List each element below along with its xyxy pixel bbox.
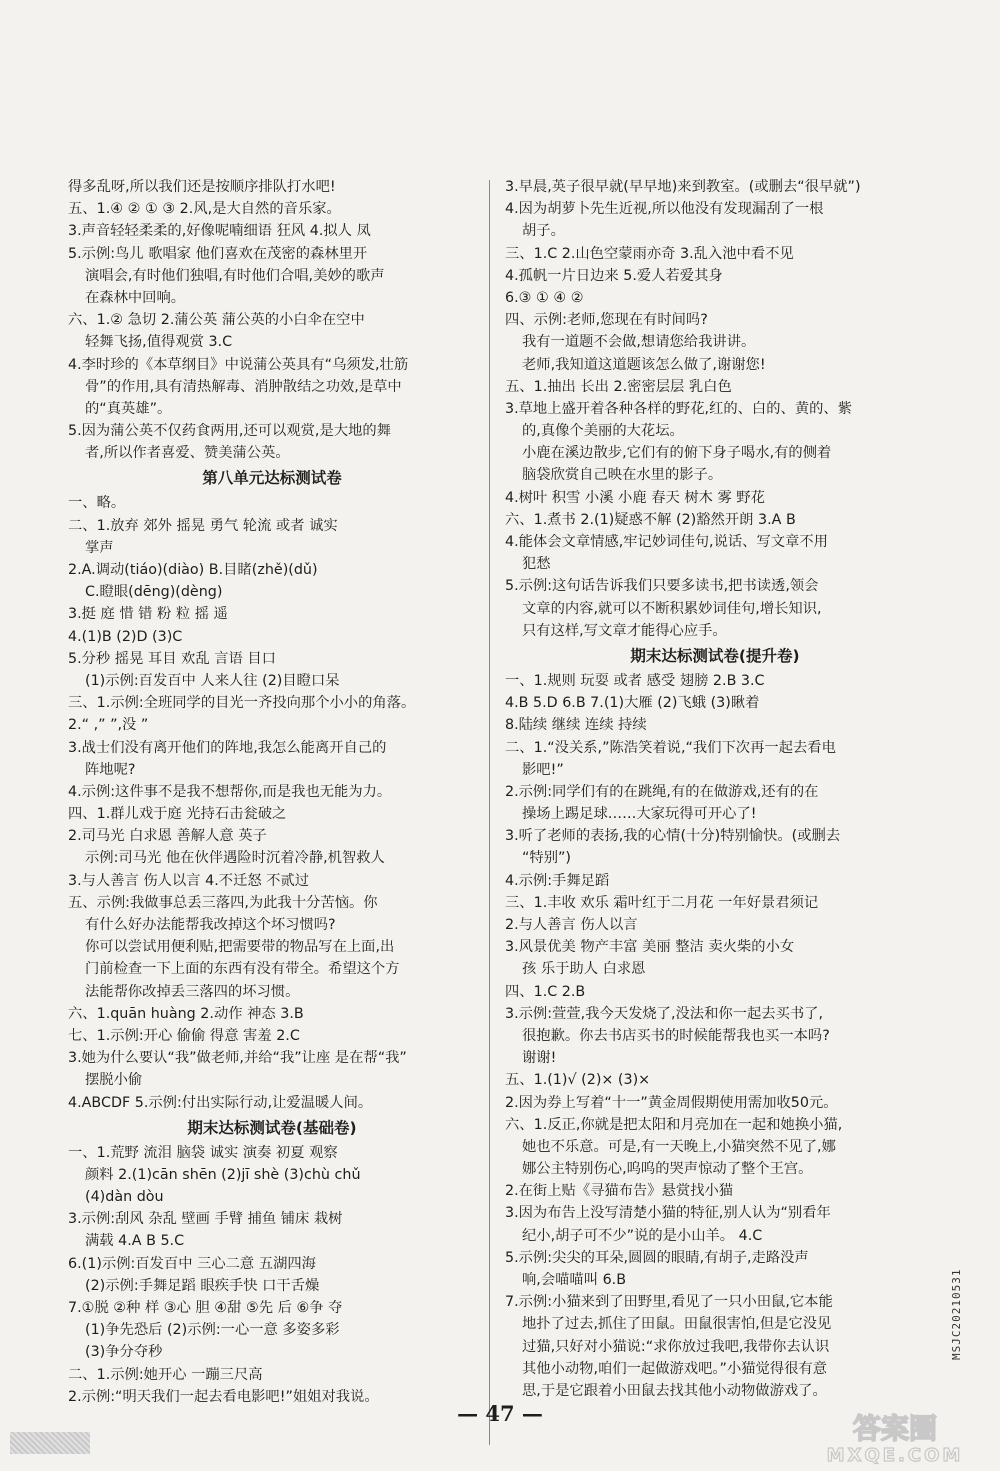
answer-line: 五、示例:我做事总丢三落四,为此我十分苦恼。你 xyxy=(68,894,378,911)
answer-line: 2.因为券上写着“十一”黄金周假期使用需加收50元。 xyxy=(505,1094,838,1111)
answer-line: 过猫,只好对小猫说:“求你放过我吧,我带你去认识 xyxy=(522,1338,830,1355)
answer-line: 只有这样,写文章才能得心应手。 xyxy=(522,622,727,639)
answer-line: 她也不乐意。可是,有一天晚上,小猫突然不见了,娜 xyxy=(522,1138,836,1155)
answer-line: 二、1.“没关系,”陈浩笑着说,“我们下次再一起去看电 xyxy=(505,739,836,756)
answer-line: 五、1.④ ② ① ③ 2.风,是大自然的音乐家。 xyxy=(68,201,341,218)
answer-line: 8.陆续 继续 连续 持续 xyxy=(505,717,647,734)
answer-line: (1)争先恐后 (2)示例:一心一意 多姿多彩 xyxy=(85,1322,340,1339)
answer-line: 一、1.规则 玩耍 或者 感受 翅膀 2.B 3.C xyxy=(505,672,765,689)
answer-line: 3.示例:刮风 杂乱 壁画 手臂 捕鱼 铺床 栽树 xyxy=(68,1211,343,1228)
answer-line: 3.声音轻轻柔柔的,好像呢喃细语 狂风 4.拟人 凤 xyxy=(68,223,371,240)
answer-line: 二、1.放弃 郊外 摇晃 勇气 轮流 或者 诚实 xyxy=(68,517,338,534)
answer-line: 四、1.C 2.B xyxy=(505,983,586,1000)
answer-line: 7.示例:小猫来到了田野里,看见了一只小田鼠,它本能 xyxy=(505,1294,833,1311)
answer-line: (2)示例:手舞足蹈 眼疾手快 口干舌燥 xyxy=(85,1277,320,1294)
answer-line: 四、示例:老师,您现在有时间吗? xyxy=(505,312,708,329)
answer-line: 五、1.抽出 长出 2.密密层层 乳白色 xyxy=(505,378,732,395)
answer-line: 2.在街上贴《寻猫布告》悬赏找小猫 xyxy=(505,1183,734,1200)
right-column xyxy=(505,176,925,1402)
answer-line: 三、1.示例:全班同学的目光一齐投向那个小小的角落。 xyxy=(68,695,416,712)
answer-line: 演唱会,有时他们独唱,有时他们合唱,美妙的歌声 xyxy=(85,267,385,284)
section-heading: 期末达标测试卷(提升卷) xyxy=(630,646,800,665)
answer-line: 三、1.丰收 欢乐 霜叶红于二月花 一年好景君须记 xyxy=(505,894,819,911)
answer-line: “特别”) xyxy=(522,850,571,867)
answer-line: 3.挺 庭 惜 错 粉 粒 摇 遥 xyxy=(68,606,228,623)
section-heading: 第八单元达标测试卷 xyxy=(202,469,342,488)
answer-line: 4.示例:这件事不是我不想帮你,而是我也无能为力。 xyxy=(68,783,392,800)
answer-line: (4)dàn dòu xyxy=(85,1189,164,1206)
answer-line: 操场上踢足球……大家玩得可开心了! xyxy=(522,806,757,823)
section-heading: 期末达标测试卷(基础卷) xyxy=(187,1118,357,1137)
answer-line: 颜料 2.(1)cān shēn (2)jī shè (3)chù chǔ xyxy=(85,1166,361,1183)
column-divider xyxy=(489,180,490,1445)
answer-line: 六、1.反正,你就是把太阳和月亮加在一起和她换小猫, xyxy=(505,1116,843,1133)
answer-line: 3.草地上盛开着各种各样的野花,红的、白的、黄的、紫 xyxy=(505,400,853,417)
answer-line: 思,于是它跟着小田鼠去找其他小动物做游戏了。 xyxy=(522,1382,827,1399)
answer-line: 4.能体会文章情感,牢记妙词佳句,说话、写文章不用 xyxy=(505,534,828,550)
answer-line: 你可以尝试用便利贴,把需要带的物品写在上面,出 xyxy=(85,939,395,956)
answer-line: 地扑了过去,抓住了田鼠。田鼠很害怕,但是它没见 xyxy=(522,1316,832,1333)
answer-line: 谢谢! xyxy=(522,1050,557,1067)
answer-line: 脑袋欣赏自己映在水里的影子。 xyxy=(522,467,723,484)
corner-watermark-block xyxy=(10,1432,90,1454)
answer-line: 4.B 5.D 6.B 7.(1)大雁 (2)飞蛾 (3)瞅着 xyxy=(505,695,760,712)
answer-line: 法能帮你改掉丢三落四的坏习惯。 xyxy=(85,983,300,1000)
answer-line: 有什么好办法能帮我改掉这个坏习惯吗? xyxy=(85,917,336,933)
answer-line: 4.树叶 积雪 小溪 小鹿 春天 树木 雾 野花 xyxy=(505,489,765,506)
answer-line: 4.孤帆一片日边来 5.爱人若爱其身 xyxy=(505,267,723,284)
answer-line: 得多乱呀,所以我们还是按顺序排队打水吧! xyxy=(68,179,336,195)
answer-line: 3.早晨,英子很早就(早早地)来到教室。(或删去“很早就”) xyxy=(505,179,861,195)
answer-line: (1)示例:百发百中 人来人往 (2)目瞪口呆 xyxy=(85,672,340,689)
answer-line: 摆脱小偷 xyxy=(85,1072,143,1089)
answer-line: 我有一道题不会做,想请您给我讲讲。 xyxy=(522,334,756,351)
answer-line: 响,会喵喵叫 6.B xyxy=(522,1272,627,1288)
answer-line: 胡子。 xyxy=(522,223,565,240)
page-number: — 47 — xyxy=(457,1401,543,1426)
answer-line: 其他小动物,咱们一起做游戏吧。”小猫觉得很有意 xyxy=(522,1360,828,1377)
answer-line: (3)争分夺秒 xyxy=(85,1344,163,1361)
answer-line: 2.示例:同学们有的在跳绳,有的在做游戏,还有的在 xyxy=(505,783,819,800)
left-column xyxy=(68,176,476,1408)
answer-line: 4.因为胡萝卜先生近视,所以他没有发现漏刮了一根 xyxy=(505,201,824,218)
answer-line: 老师,我知道这道题该怎么做了,谢谢您! xyxy=(522,356,766,373)
answer-line: C.瞪眼(dēng)(dèng) xyxy=(85,584,223,601)
answer-line: 的“真英雄”。 xyxy=(85,400,172,417)
answer-line: 一、1.荒野 流泪 脑袋 诚实 演奏 初夏 观察 xyxy=(68,1144,338,1161)
answer-line: 3.听了老师的表扬,我的心情(十分)特别愉快。(或删去 xyxy=(505,828,841,845)
answer-line: 3.她为什么要认“我”做老师,并给“我”让座 是在帮“我” xyxy=(68,1050,407,1067)
answer-line: 六、1.② 急切 2.蒲公英 蒲公英的小白伞在空中 xyxy=(68,312,365,329)
answer-line: 小鹿在溪边散步,它们有的俯下身子喝水,有的侧着 xyxy=(522,445,832,462)
answer-line: 6.③ ① ④ ② xyxy=(505,289,584,306)
answer-line: 骨”的作用,具有清热解毒、消肿散结之功效,是草中 xyxy=(85,378,402,395)
answer-line: 2.示例:“明天我们一起去看电影吧!”姐姐对我说。 xyxy=(68,1388,379,1405)
answer-line: 的,真像个美丽的大花坛。 xyxy=(522,423,684,440)
answer-line: 5.分秒 摇晃 耳目 欢乱 言语 目口 xyxy=(68,650,276,667)
answer-line: 者,所以作者喜爱、赞美蒲公英。 xyxy=(85,445,290,462)
answer-line: 5.因为蒲公英不仅药食两用,还可以观赏,是大地的舞 xyxy=(68,423,391,440)
answer-line: 4.李时珍的《本草纲目》中说蒲公英具有“乌须发,壮筋 xyxy=(68,356,409,373)
answer-line: 阵地呢? xyxy=(85,761,136,778)
answer-line: 4.ABCDF 5.示例:付出实际行动,让爱温暖人间。 xyxy=(68,1094,373,1111)
logo-title: 答案圈 xyxy=(852,1412,938,1445)
answer-line: 一、略。 xyxy=(68,495,126,512)
answer-line: 孩 乐于助人 白求恩 xyxy=(522,961,646,978)
answer-line: 二、1.示例:她开心 一蹦三尺高 xyxy=(68,1366,263,1383)
answer-line: 犯愁 xyxy=(522,556,551,573)
answer-line: 6.(1)示例:百发百中 三心二意 五湖四海 xyxy=(68,1255,316,1272)
answer-line: 很抱歉。你去书店买书的时候能帮我也买一本吗? xyxy=(522,1027,830,1044)
answer-line: 七、1.示例:开心 偷偷 得意 害羞 2.C xyxy=(68,1027,300,1044)
answer-line: 3.与人善言 伤人以言 4.不迁怒 不贰过 xyxy=(68,872,310,889)
answer-line: 六、1.quān huàng 2.动作 神态 3.B xyxy=(68,1005,304,1022)
answer-line: 示例:司马光 他在伙伴遇险时沉着冷静,机智救人 xyxy=(85,850,385,867)
answer-line: 7.①脱 ②种 样 ③心 胆 ④甜 ⑤先 后 ⑥争 夺 xyxy=(68,1300,343,1316)
answer-line: 5.示例:尖尖的耳朵,圆圆的眼睛,有胡子,走路没声 xyxy=(505,1249,809,1266)
answer-line: 2.司马光 白求恩 善解人意 英子 xyxy=(68,828,267,845)
answer-line: 2.“ ,” ”,没 ” xyxy=(68,717,149,734)
answer-line: 五、1.(1)√ (2)× (3)× xyxy=(505,1072,651,1089)
watermark-logo xyxy=(795,1408,995,1466)
answer-line: 门前检查一下上面的东西有没有带全。希望这个方 xyxy=(85,961,400,978)
answer-line: 满载 4.A B 5.C xyxy=(85,1233,185,1250)
answer-line: 5.示例:鸟儿 歌唱家 他们喜欢在茂密的森林里开 xyxy=(68,245,368,262)
side-code: MSJC20210531 xyxy=(950,1268,963,1360)
answer-line: 3.战士们没有离开他们的阵地,我怎么能离开自己的 xyxy=(68,739,387,756)
answer-line: 4.(1)B (2)D (3)C xyxy=(68,628,183,645)
answer-line: 影吧!” xyxy=(522,761,564,778)
answer-line: 六、1.煮书 2.(1)疑惑不解 (2)豁然开朗 3.A B xyxy=(505,511,796,528)
answer-line: 5.示例:这句话告诉我们只要多读书,把书读透,领会 xyxy=(505,578,819,595)
answer-line: 娜公主特别伤心,呜呜的哭声惊动了整个王宫。 xyxy=(522,1161,813,1178)
answer-line: 3.示例:萱萱,我今天发烧了,没法和你一起去买书了, xyxy=(505,1005,824,1022)
answer-line: 4.示例:手舞足蹈 xyxy=(505,872,610,889)
answer-line: 掌声 xyxy=(85,539,114,556)
answer-line: 3.风景优美 物产丰富 美丽 整洁 卖火柴的小女 xyxy=(505,939,795,956)
answer-line: 三、1.C 2.山色空蒙雨亦奇 3.乱入池中看不见 xyxy=(505,245,794,262)
answer-line: 3.因为布告上没写清楚小猫的特征,别人认为“别看年 xyxy=(505,1205,831,1222)
answer-line: 在森林中回响。 xyxy=(85,289,186,306)
answer-line: 2.与人善言 伤人以言 xyxy=(505,917,638,933)
logo-url: MXQE.COM xyxy=(826,1445,964,1466)
answer-line: 2.A.调动(tiáo)(diào) B.目睹(zhě)(dǔ) xyxy=(68,562,318,578)
answer-line: 纪小,胡子可不少”说的是小山羊。 4.C xyxy=(522,1227,763,1244)
answer-line: 文章的内容,就可以不断积累妙词佳句,增长知识, xyxy=(522,600,822,617)
answer-line: 四、1.群儿戏于庭 光持石击瓮破之 xyxy=(68,806,287,823)
answer-line: 轻舞飞扬,值得观赏 3.C xyxy=(85,334,233,351)
